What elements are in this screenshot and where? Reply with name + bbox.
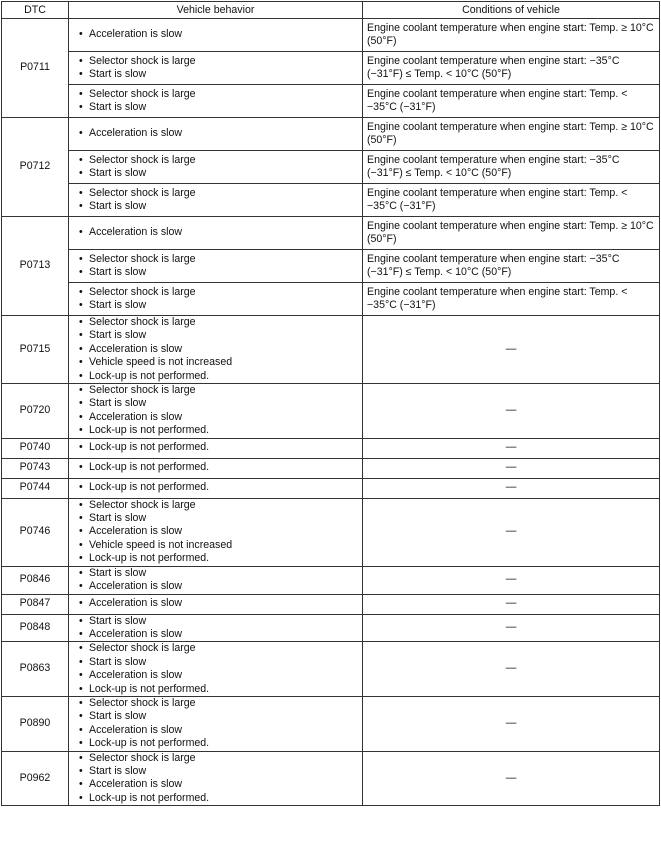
behavior-list (73, 187, 358, 214)
vehicle-behavior-cell (69, 478, 363, 498)
behavior-list (73, 55, 358, 82)
behavior-item: • Acceleration is slow (79, 28, 358, 41)
vehicle-behavior-cell (69, 566, 363, 594)
condition-dash: — (363, 594, 660, 614)
table-row (2, 642, 660, 697)
vehicle-behavior-cell (69, 498, 363, 566)
behavior-item: • Selector shock is large (79, 752, 358, 765)
condition-dash: — (363, 696, 660, 751)
table-row (2, 478, 660, 498)
behavior-item: • Lock-up is not performed. (79, 683, 358, 696)
table-row (2, 696, 660, 751)
table-row (2, 566, 660, 594)
behavior-item: • Selector shock is large (79, 697, 358, 710)
vehicle-behavior-cell (69, 751, 363, 806)
table-row (2, 438, 660, 458)
vehicle-behavior-cell (69, 52, 363, 85)
behavior-list (73, 567, 358, 594)
behavior-item: • Lock-up is not performed. (79, 441, 358, 454)
table-row (2, 118, 660, 151)
behavior-item: • Selector shock is large (79, 286, 358, 299)
vehicle-behavior-cell (69, 118, 363, 151)
behavior-item: • Start is slow (79, 656, 358, 669)
behavior-item: • Selector shock is large (79, 642, 358, 655)
vehicle-behavior-cell (69, 316, 363, 384)
behavior-item: • Acceleration is slow (79, 525, 358, 538)
dtc-code: P0848 (2, 614, 69, 642)
dtc-code: P0713 (2, 217, 69, 316)
condition-cell: Engine coolant temperature when engine start: Temp. < −35°C (−31°F) (363, 283, 660, 316)
condition-dash: — (363, 438, 660, 458)
behavior-item: • Acceleration is slow (79, 778, 358, 791)
behavior-list (73, 316, 358, 383)
behavior-item: • Selector shock is large (79, 154, 358, 167)
dtc-code: P0720 (2, 384, 69, 439)
table-row (2, 85, 660, 118)
dtc-code: P0746 (2, 498, 69, 566)
condition-dash: — (363, 566, 660, 594)
header-vehicle-behavior: Vehicle behavior (69, 2, 363, 19)
behavior-item: • Acceleration is slow (79, 669, 358, 682)
condition-dash: — (363, 316, 660, 384)
condition-cell: Engine coolant temperature when engine start: −35°C (−31°F) ≤ Temp. < 10°C (50°F) (363, 52, 660, 85)
behavior-item: • Start is slow (79, 266, 358, 279)
behavior-item: • Acceleration is slow (79, 226, 358, 239)
dtc-code: P0847 (2, 594, 69, 614)
behavior-item: • Lock-up is not performed. (79, 792, 358, 805)
vehicle-behavior-cell (69, 151, 363, 184)
vehicle-behavior-cell (69, 85, 363, 118)
behavior-item: • Start is slow (79, 710, 358, 723)
behavior-item: • Start is slow (79, 765, 358, 778)
behavior-list (73, 481, 358, 494)
header-conditions: Conditions of vehicle (363, 2, 660, 19)
dtc-code: P0712 (2, 118, 69, 217)
vehicle-behavior-cell (69, 594, 363, 614)
table-row (2, 250, 660, 283)
behavior-item: • Start is slow (79, 329, 358, 342)
condition-cell: Engine coolant temperature when engine start: Temp. ≥ 10°C (50°F) (363, 19, 660, 52)
condition-dash: — (363, 384, 660, 439)
dtc-code: P0740 (2, 438, 69, 458)
header-dtc: DTC (2, 2, 69, 19)
behavior-list (73, 253, 358, 280)
behavior-item: • Lock-up is not performed. (79, 461, 358, 474)
dtc-code: P0711 (2, 19, 69, 118)
vehicle-behavior-cell (69, 250, 363, 283)
table-row (2, 151, 660, 184)
condition-cell: Engine coolant temperature when engine start: Temp. < −35°C (−31°F) (363, 85, 660, 118)
behavior-list (73, 642, 358, 696)
behavior-list (73, 461, 358, 474)
condition-dash: — (363, 478, 660, 498)
vehicle-behavior-cell (69, 283, 363, 316)
behavior-item: • Acceleration is slow (79, 343, 358, 356)
condition-cell: Engine coolant temperature when engine start: −35°C (−31°F) ≤ Temp. < 10°C (50°F) (363, 151, 660, 184)
condition-cell: Engine coolant temperature when engine start: Temp. < −35°C (−31°F) (363, 184, 660, 217)
dtc-code: P0744 (2, 478, 69, 498)
behavior-item: • Start is slow (79, 200, 358, 213)
behavior-list (73, 226, 358, 239)
table-row (2, 614, 660, 642)
behavior-list (73, 752, 358, 806)
vehicle-behavior-cell (69, 458, 363, 478)
behavior-item: • Lock-up is not performed. (79, 424, 358, 437)
behavior-list (73, 441, 358, 454)
behavior-item: • Lock-up is not performed. (79, 370, 358, 383)
behavior-list (73, 88, 358, 115)
vehicle-behavior-cell (69, 438, 363, 458)
condition-cell: Engine coolant temperature when engine start: −35°C (−31°F) ≤ Temp. < 10°C (50°F) (363, 250, 660, 283)
condition-cell: Engine coolant temperature when engine start: Temp. ≥ 10°C (50°F) (363, 217, 660, 250)
behavior-item: • Acceleration is slow (79, 724, 358, 737)
behavior-list (73, 597, 358, 610)
behavior-item: • Lock-up is not performed. (79, 552, 358, 565)
behavior-item: • Lock-up is not performed. (79, 481, 358, 494)
behavior-item: • Start is slow (79, 299, 358, 312)
behavior-list (73, 127, 358, 140)
dtc-code: P0962 (2, 751, 69, 806)
condition-dash: — (363, 642, 660, 697)
table-row (2, 498, 660, 566)
condition-cell: Engine coolant temperature when engine start: Temp. ≥ 10°C (50°F) (363, 118, 660, 151)
vehicle-behavior-cell (69, 384, 363, 439)
behavior-item: • Start is slow (79, 567, 358, 580)
dtc-code: P0890 (2, 696, 69, 751)
behavior-item: • Vehicle speed is not increased (79, 356, 358, 369)
behavior-item: • Acceleration is slow (79, 411, 358, 424)
behavior-item: • Selector shock is large (79, 187, 358, 200)
table-row (2, 316, 660, 384)
table-row (2, 19, 660, 52)
behavior-list (73, 697, 358, 751)
condition-dash: — (363, 458, 660, 478)
vehicle-behavior-cell (69, 696, 363, 751)
behavior-item: • Selector shock is large (79, 384, 358, 397)
behavior-item: • Start is slow (79, 167, 358, 180)
vehicle-behavior-cell (69, 642, 363, 697)
table-row (2, 52, 660, 85)
dtc-code: P0715 (2, 316, 69, 384)
header-row (2, 2, 660, 19)
behavior-list (73, 384, 358, 438)
behavior-item: • Selector shock is large (79, 88, 358, 101)
condition-dash: — (363, 614, 660, 642)
behavior-item: • Acceleration is slow (79, 597, 358, 610)
behavior-item: • Start is slow (79, 615, 358, 628)
behavior-item: • Vehicle speed is not increased (79, 539, 358, 552)
behavior-item: • Selector shock is large (79, 316, 358, 329)
behavior-item: • Start is slow (79, 68, 358, 81)
table-row (2, 594, 660, 614)
behavior-list (73, 286, 358, 313)
table-row (2, 458, 660, 478)
vehicle-behavior-cell (69, 614, 363, 642)
behavior-list (73, 499, 358, 566)
table-row (2, 283, 660, 316)
condition-dash: — (363, 498, 660, 566)
behavior-item: • Start is slow (79, 101, 358, 114)
behavior-item: • Selector shock is large (79, 499, 358, 512)
table-row (2, 217, 660, 250)
dtc-table (1, 1, 660, 806)
behavior-item: • Selector shock is large (79, 253, 358, 266)
vehicle-behavior-cell (69, 217, 363, 250)
dtc-code: P0846 (2, 566, 69, 594)
behavior-item: • Acceleration is slow (79, 127, 358, 140)
behavior-item: • Lock-up is not performed. (79, 737, 358, 750)
behavior-list (73, 28, 358, 41)
vehicle-behavior-cell (69, 19, 363, 52)
behavior-list (73, 615, 358, 642)
table-row (2, 184, 660, 217)
dtc-code: P0863 (2, 642, 69, 697)
vehicle-behavior-cell (69, 184, 363, 217)
behavior-item: • Acceleration is slow (79, 580, 358, 593)
dtc-code: P0743 (2, 458, 69, 478)
behavior-item: • Start is slow (79, 512, 358, 525)
behavior-item: • Selector shock is large (79, 55, 358, 68)
table-row (2, 751, 660, 806)
behavior-item: • Acceleration is slow (79, 628, 358, 641)
condition-dash: — (363, 751, 660, 806)
behavior-item: • Start is slow (79, 397, 358, 410)
table-row (2, 384, 660, 439)
behavior-list (73, 154, 358, 181)
table-body (2, 19, 660, 806)
